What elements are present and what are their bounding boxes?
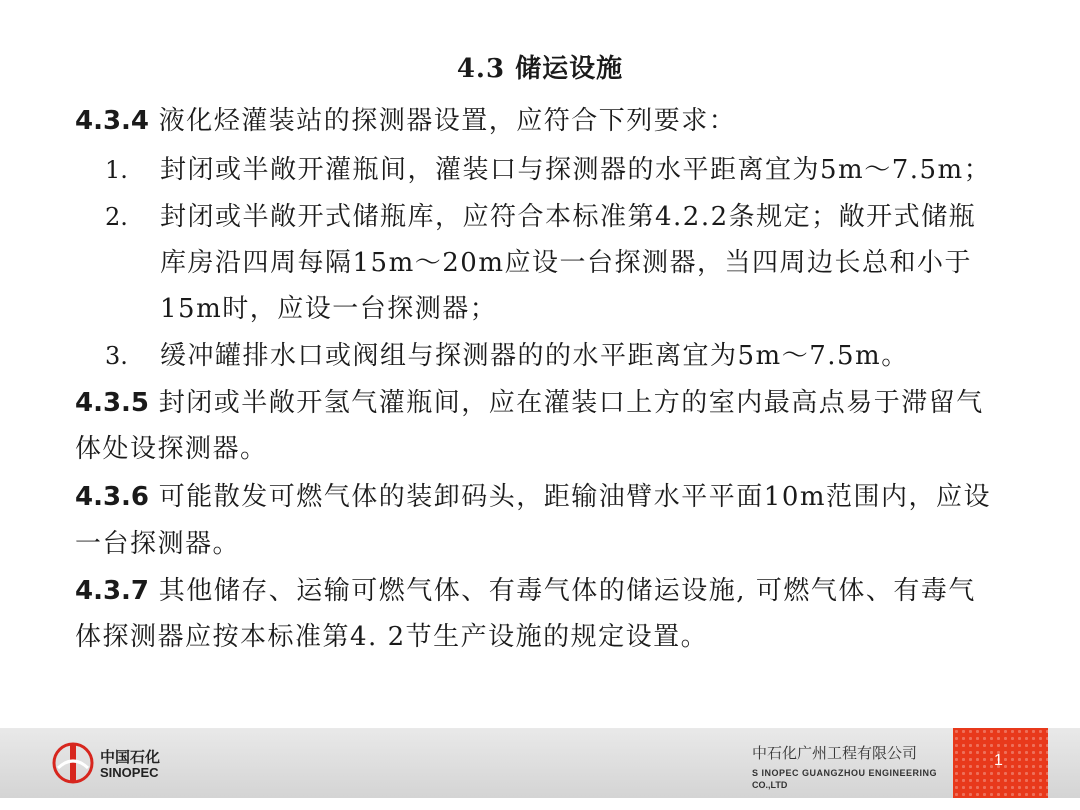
- clause-text-continued: 一台探测器。: [75, 529, 241, 559]
- clause-text-continued: 体探测器应按本标准第4. 2节生产设施的规定设置。: [75, 622, 709, 652]
- company-name-english-suffix: CO.,LTD: [752, 780, 788, 790]
- list-item-text: 封闭或半敞开式储瓶库，应符合本标准第4.2.2条规定；敞开式储瓶: [160, 202, 977, 232]
- logo-chinese-name: 中国石化: [100, 748, 161, 766]
- sinopec-logo-icon: [50, 740, 96, 786]
- list-item-text: 库房沿四周每隔15m～20m应设一台探测器，当四周边长总和小于: [160, 248, 972, 278]
- clause-text: 封闭或半敞开氢气灌瓶间，应在灌装口上方的室内最高点易于滞留气: [149, 388, 984, 418]
- list-item-text: 封闭或半敞开灌瓶间，灌装口与探测器的水平距离宜为5m～7.5m；: [160, 155, 992, 185]
- clause-text: 液化烃灌装站的探测器设置，应符合下列要求：: [149, 106, 737, 136]
- clause-4-3-6: [75, 480, 991, 514]
- logo-english-name: SINOPEC: [100, 765, 159, 780]
- clause-4-3-5: [75, 386, 984, 420]
- company-name-chinese: 中石化广州工程有限公司: [752, 744, 918, 762]
- clause-number: 4.3.6: [75, 482, 150, 512]
- clause-number: 4.3.7: [75, 576, 150, 606]
- clause-text: 其他储存、运输可燃气体、有毒气体的储运设施, 可燃气体、有毒气: [149, 576, 976, 606]
- company-name-english: S INOPEC GUANGZHOU ENGINEERING: [752, 768, 938, 778]
- section-title: 4.3 储运设施: [456, 54, 624, 84]
- clause-text: 可能散发可燃气体的装卸码头，距输油臂水平平面10m范围内，应设: [149, 482, 992, 512]
- footer-bar: [0, 728, 1080, 798]
- list-item-number: 1.: [105, 156, 128, 184]
- page-number: 1: [994, 752, 1003, 769]
- clause-number: 4.3.5: [75, 388, 150, 418]
- list-item-text: 缓冲罐排水口或阀组与探测器的的水平距离宜为5m～7.5m。: [160, 341, 909, 371]
- list-item-number: 3.: [105, 342, 128, 370]
- list-item-number: 2.: [105, 203, 128, 231]
- clause-text-continued: 体处设探测器。: [75, 434, 268, 464]
- list-item-text: 15m时，应设一台探测器；: [160, 294, 498, 324]
- clause-4-3-4: [75, 104, 736, 138]
- clause-number: 4.3.4: [75, 106, 150, 136]
- clause-4-3-7: [75, 574, 976, 608]
